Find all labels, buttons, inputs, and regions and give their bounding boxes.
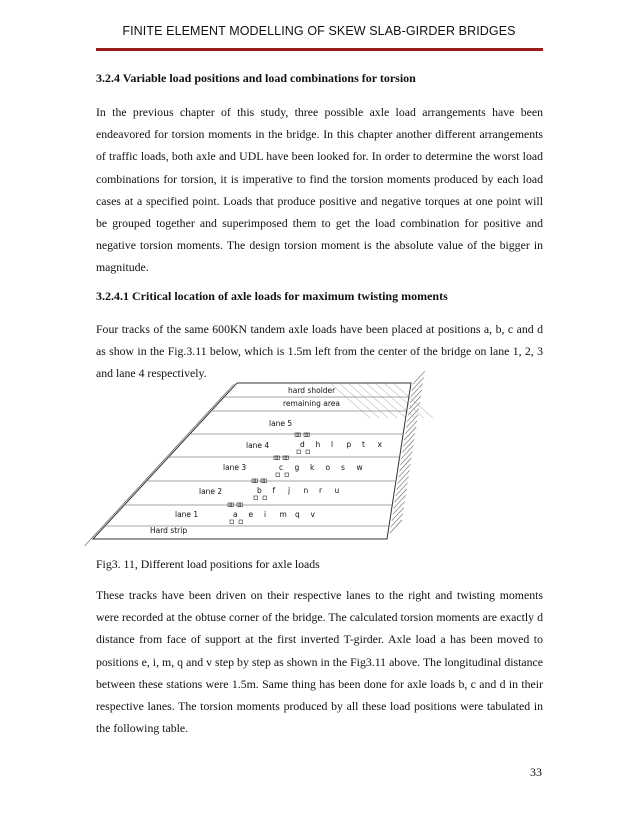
load-label-g: g: [294, 463, 300, 472]
wheel-square: [306, 450, 310, 454]
paragraph-2: Four tracks of the same 600KN tandem axle loads have been placed at positions a, b, c and d as show in the Fig.3.11 below, which is 1.5m left from the center of the bridge on lane 1, 2, 3 and lane 4 respectively.: [96, 322, 543, 381]
hatch-line: [396, 483, 408, 496]
figure-caption: Fig3. 11, Different load positions for axle loads: [96, 557, 320, 571]
load-label-i: i: [264, 510, 267, 519]
paragraph-1: In the previous chapter of this study, three possible axle load arrangements have been endeavored for torsion moments in the bridge. In this chapter another different arrangements of traffic loads, both axle and UDL have been looked for. In order to determine the worst load combinations for torsion, it is imperative to find the torsion moments produced by each load cases at a specified point. Loads that produce positive and negative torques at one point will be grouped together and superimposed them to get the load combination for positive and negative torsion moments. The design torsion moment is the absolute value of the bigger in magnitude.: [96, 105, 543, 275]
hatch-line: [410, 390, 422, 403]
hatch-line: [397, 477, 409, 490]
hatch-line: [403, 433, 415, 446]
hatch-line: [412, 377, 424, 390]
load-label-l: l: [331, 440, 334, 449]
wheel-square: [230, 520, 234, 524]
hatch-line: [357, 383, 397, 418]
wheel-square: [285, 473, 289, 477]
hatch-line: [407, 408, 419, 421]
page-number: 33: [530, 765, 542, 779]
section-heading: 3.2.4 Variable load positions and load combinations for torsion: [96, 71, 416, 85]
hatch-line: [339, 383, 379, 418]
label-remaining-area: remaining area: [283, 399, 340, 408]
wheel-square: [276, 473, 280, 477]
hatch-line: [400, 452, 412, 465]
load-label-a: a: [233, 510, 238, 519]
hatch-line: [375, 383, 415, 418]
label-hard-strip: Hard strip: [150, 526, 188, 535]
load-label-o: o: [325, 463, 331, 472]
label-hard-sholder: hard sholder: [288, 386, 336, 395]
load-label-x: x: [377, 440, 382, 449]
hatch-line: [222, 384, 234, 397]
load-label-s: s: [341, 463, 345, 472]
wheel-square: [239, 520, 243, 524]
load-label-h: h: [315, 440, 321, 449]
label-lane-3: lane 3: [223, 463, 247, 472]
load-label-q: q: [295, 510, 300, 519]
load-label-v: v: [310, 510, 315, 519]
label-lane-1: lane 1: [175, 510, 199, 519]
wheel-square: [254, 496, 258, 500]
load-label-j: j: [288, 486, 291, 495]
hatch-line: [411, 384, 423, 397]
load-label-m: m: [279, 510, 287, 519]
paragraph-3: These tracks have been driven on their respective lanes to the right and twisting moments were recorded at the obtuse corner of the bridge. The calculated torsion moments are exactly d distance from face of support at the first inverted T-girder. Axle load a has been moved to positions e, i, m, q and v step by step as shown in the Fig3.11 above. The longitudinal distance between these stations were 1.5m. Same thing has been done for axle loads b, c and d in their respective lanes. The torsion moments produced by all these load positions were tabulated in the following table.: [96, 588, 543, 736]
load-label-u: u: [334, 486, 340, 495]
hatch-line: [406, 415, 418, 428]
hatch-line: [366, 383, 406, 418]
hatch-line: [392, 508, 404, 521]
hatch-line: [402, 439, 414, 452]
support-hatching: [85, 371, 433, 546]
load-label-f: f: [272, 486, 276, 495]
subsection-heading: 3.2.4.1 Critical location of axle loads for maximum twisting moments: [96, 289, 448, 303]
label-lane-5: lane 5: [269, 419, 293, 428]
hatch-line: [393, 501, 405, 514]
hatch-line: [393, 383, 433, 418]
load-label-e: e: [248, 510, 254, 519]
hatch-line: [384, 383, 424, 418]
load-label-p: p: [346, 440, 352, 449]
hatch-line: [398, 470, 410, 483]
load-label-d: d: [300, 440, 305, 449]
hatch-line: [399, 458, 411, 471]
wheel-square: [297, 450, 301, 454]
label-lane-2: lane 2: [199, 487, 223, 496]
hatch-line: [348, 383, 388, 418]
hatch-line: [390, 520, 402, 533]
hatch-line: [401, 446, 413, 459]
hatch-line: [405, 421, 417, 434]
load-label-n: n: [303, 486, 309, 495]
hatch-line: [404, 427, 416, 440]
wheel-square: [263, 496, 267, 500]
hatch-line: [391, 514, 403, 527]
running-header: FINITE ELEMENT MODELLING OF SKEW SLAB-GIRDER BRIDGES: [122, 24, 516, 38]
label-lane-4: lane 4: [246, 441, 270, 450]
hatch-line: [394, 495, 406, 508]
load-label-w: w: [356, 463, 363, 472]
hatch-line: [413, 371, 425, 384]
load-label-t: t: [362, 440, 365, 449]
hatch-line: [395, 489, 407, 502]
load-label-r: r: [319, 486, 323, 495]
load-label-c: c: [279, 463, 284, 472]
hatch-line: [399, 464, 411, 477]
load-label-b: b: [257, 486, 262, 495]
load-label-k: k: [310, 463, 315, 472]
